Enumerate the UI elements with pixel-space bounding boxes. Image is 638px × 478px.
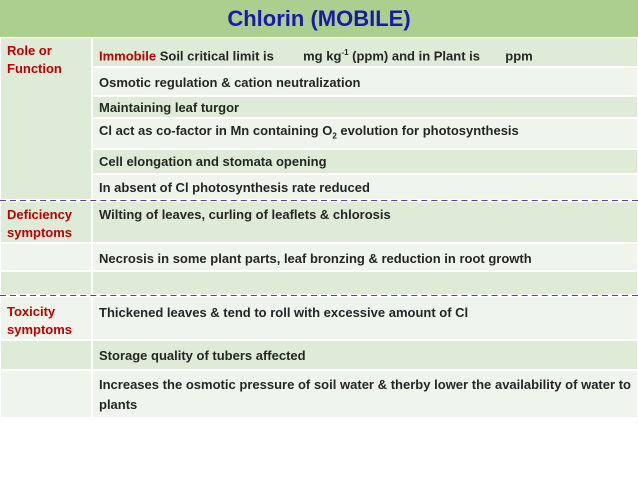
role-first-row: [92, 37, 638, 67]
title-bar: [0, 0, 638, 37]
toxicity-item: Increases the osmotic pressure of soil water & therby lower the availability of water to plants: [92, 370, 638, 418]
table-row: [0, 340, 638, 370]
table-row: [0, 370, 638, 418]
page-title: Chlorin (MOBILE): [227, 6, 411, 31]
plant-limit-text: (ppm) and in Plant is: [352, 48, 480, 64]
table-row: [0, 174, 638, 200]
toxicity-label: Toxicity symptoms: [0, 296, 92, 340]
table-row: [0, 201, 638, 243]
empty-label-cell: [0, 271, 92, 295]
immobile-tag: Immobile: [99, 48, 157, 64]
role-item: Osmotic regulation & cation neutralization: [92, 67, 638, 96]
table-row: [0, 296, 638, 340]
deficiency-label: Deficiency symptoms: [0, 201, 92, 243]
table-row: [0, 118, 638, 149]
toxicity-item: Storage quality of tubers affected: [92, 340, 638, 370]
role-item-cofactor: Cl act as co-factor in Mn containing $O_2$ evolution for photosynthesis: [92, 118, 638, 149]
unit-text: mg kg: [303, 48, 342, 64]
role-label: Role or Function: [0, 37, 92, 200]
table-row: [0, 243, 638, 271]
role-item: Cell elongation and stomata opening: [92, 149, 638, 174]
empty-label-cell: [0, 370, 92, 418]
table-row: [0, 271, 638, 295]
role-item: Maintaining leaf turgor: [92, 96, 638, 118]
deficiency-item: Wilting of leaves, curling of leaflets & chlorosis: [92, 201, 638, 243]
empty-label-cell: [0, 340, 92, 370]
table-row: [0, 67, 638, 96]
deficiency-item: Necrosis in some plant parts, leaf bronzing & reduction in root growth: [92, 243, 638, 271]
empty-label-cell: [0, 243, 92, 271]
role-item: In absent of Cl photosynthesis rate reduced: [92, 174, 638, 200]
unit-superscript: -1: [341, 48, 349, 57]
table-row: [0, 149, 638, 174]
soil-limit-text: Soil critical limit is: [159, 48, 274, 64]
empty-content-cell: [92, 271, 638, 295]
table-row: [0, 37, 638, 67]
toxicity-item: Thickened leaves & tend to roll with excessive amount of Cl: [92, 296, 638, 340]
table-row: [0, 96, 638, 118]
ppm-text: ppm: [505, 48, 533, 64]
